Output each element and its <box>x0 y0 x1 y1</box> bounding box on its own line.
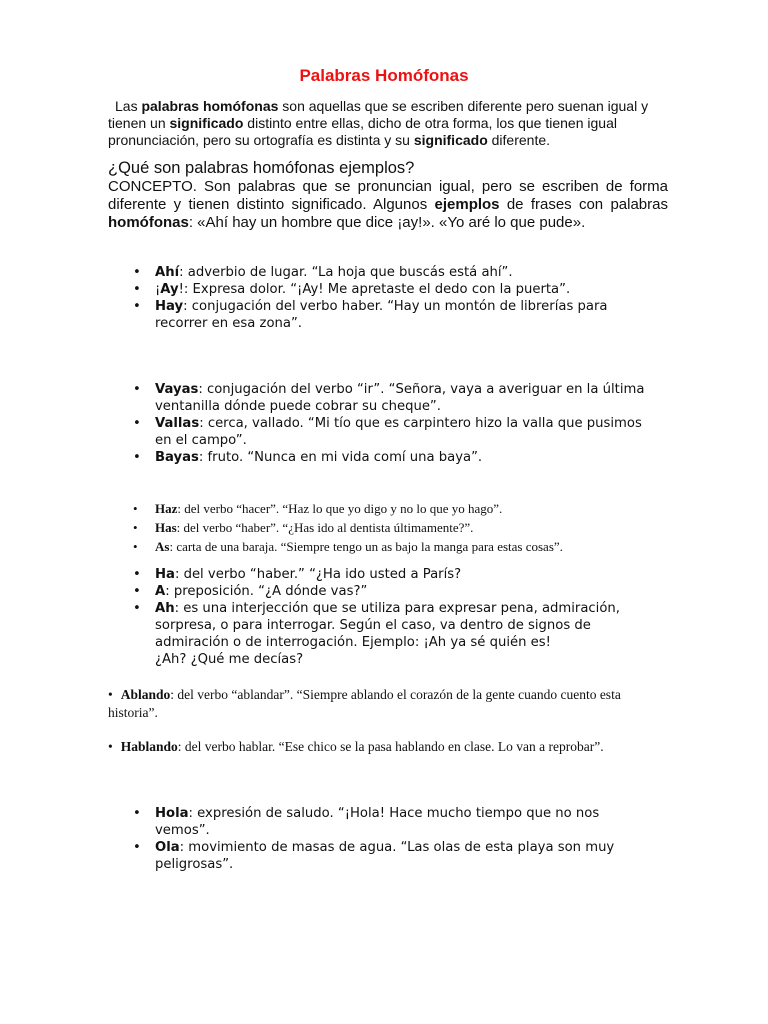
homophone-list-ha <box>133 566 653 668</box>
intro-paragraph <box>108 98 668 149</box>
question-heading: ¿Qué son palabras homófonas ejemplos? <box>108 159 415 177</box>
definition: : del verbo hablar. “Ese chico se la pasa hablando en clase. Lo van a reprobar”. <box>177 739 604 754</box>
intro-bold: significado <box>169 115 244 131</box>
list-item <box>133 805 653 839</box>
term: Vayas <box>155 382 199 397</box>
definition: : expresión de saludo. “¡Hola! Hace mucho tiempo que no nos vemos”. <box>155 806 600 838</box>
term: Ay <box>160 282 179 297</box>
term: Hablando <box>120 739 178 754</box>
list-item <box>133 298 653 332</box>
definition: : cerca, vallado. “Mi tío que es carpintero hizo la valla que pusimos en el campo”. <box>155 416 642 448</box>
concept-text: CONCEPTO. Son palabras que se pronuncian igual, pero se escriben de forma diferente y tienen distinto significado. Algunos <box>108 178 668 213</box>
entry-hablando <box>108 738 648 756</box>
intro-text: son aquellas que se escriben diferente pero suenan igual y tienen un <box>108 98 649 131</box>
term: A <box>155 584 166 599</box>
bullet: • <box>108 687 113 702</box>
homophone-list-haz <box>133 499 693 556</box>
term: Ola <box>155 840 180 855</box>
term: As <box>155 539 170 554</box>
term: Ha <box>155 567 175 582</box>
concept-bold: ejemplos <box>434 196 500 213</box>
definition: : fruto. “Nunca en mi vida comí una baya”. <box>198 450 483 465</box>
term: Hay <box>155 299 184 314</box>
term: Vallas <box>155 416 200 431</box>
definition: : conjugación del verbo “ir”. “Señora, vaya a averiguar en la última ventanilla dónde puede cobrar su cheque”. <box>155 382 645 414</box>
term-prefix: ¡ <box>155 282 161 297</box>
term: Hola <box>155 806 189 821</box>
list-item <box>133 264 653 281</box>
intro-bold: palabras homófonas <box>141 98 279 114</box>
entry-ablando <box>108 686 648 722</box>
term: Haz <box>155 501 178 516</box>
definition: : es una interjección que se utiliza para expresar pena, admiración, sorpresa, o para interrogar. Según el caso, va dentro de signos de admiración o de interrogación. Ejemplo: ¡Ah ya sé quién es! <box>155 601 620 650</box>
definition: : movimiento de masas de agua. “Las olas de esta playa son muy peligrosas”. <box>155 840 615 872</box>
list-item <box>133 583 653 600</box>
intro-bold: significado <box>413 132 488 148</box>
list-item <box>133 566 653 583</box>
homophone-list-vayas <box>133 381 653 466</box>
intro-text: Las <box>115 98 142 114</box>
definition: : del verbo “haber.” “¿Ha ido usted a París? <box>174 567 462 582</box>
definition: : del verbo “haber”. “¿Has ido al dentista últimamente?”. <box>176 520 474 535</box>
list-item <box>133 415 653 449</box>
page-title: Palabras Homófonas <box>299 66 469 85</box>
intro-text: diferente. <box>487 132 551 148</box>
definition: : del verbo “hacer”. “Haz lo que yo digo y no lo que yo hago”. <box>177 501 503 516</box>
concept-text: : «Ahí hay un hombre que dice ¡ay!». «Yo aré lo que pude». <box>188 214 586 231</box>
term: Has <box>155 520 177 535</box>
definition: !: Expresa dolor. “¡Ay! Me apretaste el dedo con la puerta”. <box>178 282 571 297</box>
homophone-list-ahi <box>133 264 653 332</box>
homophone-list-hola <box>133 805 653 873</box>
definition: : carta de una baraja. “Siempre tengo un as bajo la manga para estas cosas”. <box>169 539 563 554</box>
term: Ahí <box>155 265 180 280</box>
list-item <box>133 281 653 298</box>
list-item <box>133 600 653 668</box>
intro-text: distinto entre ellas, dicho de otra forma, los que tienen igual pronunciación, pero su ortografía es distinta y su <box>108 115 617 148</box>
list-item <box>133 381 653 415</box>
definition: : preposición. “¿A dónde vas?” <box>165 584 368 599</box>
definition: : del verbo “ablandar”. “Siempre ablando el corazón de la gente cuando cuento esta historia”. <box>108 687 621 720</box>
concept-paragraph <box>108 178 668 232</box>
list-item <box>133 499 693 518</box>
list-item <box>133 537 693 556</box>
list-item <box>133 839 653 873</box>
list-item <box>133 518 693 537</box>
term: Bayas <box>155 450 199 465</box>
list-item <box>133 449 653 466</box>
concept-text: de frases con palabras <box>499 196 668 213</box>
definition: : conjugación del verbo haber. “Hay un montón de librerías para recorrer en esa zona”. <box>155 299 608 331</box>
term: Ablando <box>120 687 171 702</box>
concept-bold: homófonas <box>108 214 189 231</box>
bullet: • <box>108 739 113 754</box>
definition-extra: ¿Ah? ¿Qué me decías? <box>155 652 304 667</box>
term: Ah <box>155 601 175 616</box>
definition: : adverbio de lugar. “La hoja que buscás está ahí”. <box>179 265 513 280</box>
